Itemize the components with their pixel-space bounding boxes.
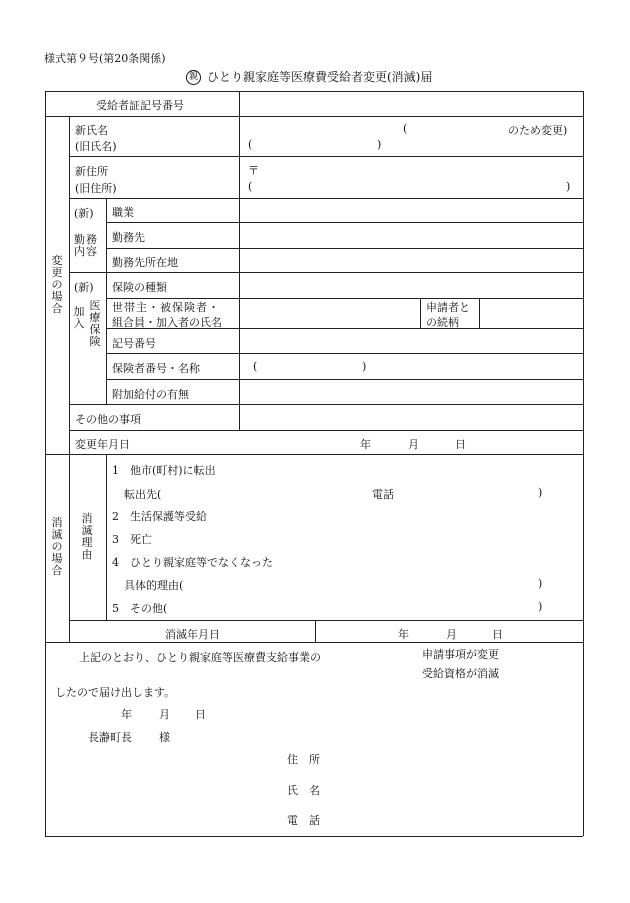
change-section-label: 変更の場合 bbox=[51, 254, 63, 315]
honorific: 様 bbox=[159, 731, 170, 744]
old-name-close: ) bbox=[377, 138, 382, 151]
extinction-date-label: 消滅年月日 bbox=[165, 628, 220, 641]
declaration-line2: したので届け出します。 bbox=[55, 686, 176, 699]
declaration-year: 年 bbox=[121, 708, 132, 721]
reason-1-phone: 電話 bbox=[372, 488, 394, 501]
applicant-address-label: 住 所 bbox=[287, 753, 320, 766]
reason-open-paren: ( bbox=[403, 122, 408, 135]
work-row-occupation: 職業 bbox=[112, 206, 134, 219]
seal-icon: 親 bbox=[186, 70, 201, 85]
old-name-label: (旧氏名) bbox=[75, 140, 117, 153]
insurance-new-marker: (新) bbox=[74, 281, 94, 294]
declaration-option-extinct: 受給資格が消滅 bbox=[422, 667, 499, 680]
reason-suffix: のため変更) bbox=[508, 124, 568, 137]
reason-5-close: ) bbox=[538, 600, 543, 613]
change-date-label: 変更年月日 bbox=[75, 438, 130, 451]
extinction-date-day: 日 bbox=[492, 628, 503, 641]
form-title-text: ひとり親家庭等医療費受給者変更(消滅)届 bbox=[207, 70, 433, 84]
reason-1-dest: 転出先( bbox=[124, 488, 162, 501]
change-date-month: 月 bbox=[408, 438, 419, 451]
applicant-phone-field[interactable] bbox=[335, 810, 575, 826]
work-row-location: 勤務先所在地 bbox=[112, 256, 178, 269]
insurer-label: 保険者番号・名称 bbox=[112, 362, 200, 375]
applicant-name-field[interactable] bbox=[335, 780, 575, 796]
symbol-number-label: 記号番号 bbox=[112, 337, 156, 350]
extinction-reason-label: 消滅理由 bbox=[81, 512, 93, 561]
extinction-date-year: 年 bbox=[398, 628, 409, 641]
old-address-close: ) bbox=[566, 180, 571, 193]
form-id: 様式第９号(第20条関係) bbox=[44, 52, 166, 65]
declaration-option-change: 申請事項が変更 bbox=[422, 648, 499, 661]
work-new-marker: (新) bbox=[74, 207, 94, 220]
declaration-day: 日 bbox=[195, 708, 206, 721]
applicant-address-field[interactable] bbox=[335, 749, 575, 765]
applicant-phone-label: 電 話 bbox=[287, 814, 320, 827]
new-name-field[interactable] bbox=[243, 120, 393, 134]
old-address-open: ( bbox=[248, 180, 253, 193]
reason-2: 2 生活保護等受給 bbox=[112, 510, 207, 523]
form-title bbox=[186, 68, 432, 85]
reason-4-detail: 具体的理由( bbox=[124, 579, 184, 592]
relation-label-1: 申請者と bbox=[426, 301, 470, 314]
reason-1-close: ) bbox=[538, 486, 543, 499]
cert-number-label: 受給者証記号番号 bbox=[96, 99, 184, 112]
addressee: 長瀞町長 bbox=[88, 731, 132, 744]
new-address-field[interactable] bbox=[262, 162, 572, 176]
change-date-year: 年 bbox=[360, 438, 371, 451]
additional-benefit-label: 附加給付の有無 bbox=[112, 388, 189, 401]
extinction-date-month: 月 bbox=[446, 628, 457, 641]
relation-label-2: の続柄 bbox=[426, 316, 459, 329]
other-matters-label: その他の事項 bbox=[75, 413, 141, 426]
reason-5: 5 その他( bbox=[112, 602, 168, 615]
change-date-day: 日 bbox=[455, 438, 466, 451]
applicant-name-label: 氏 名 bbox=[287, 784, 320, 797]
insurance-outer-label: 加入 bbox=[73, 305, 85, 330]
cert-number-field[interactable] bbox=[243, 95, 579, 113]
reason-4-close: ) bbox=[538, 577, 543, 590]
work-row-employer: 勤務先 bbox=[112, 231, 145, 244]
new-address-label: 新住所 bbox=[75, 165, 108, 178]
insurance-inner-label: 医療保険 bbox=[89, 299, 101, 348]
declaration-line1: 上記のとおり、ひとり親家庭等医療費支給事業の bbox=[79, 651, 321, 664]
insurance-type-label: 保険の種類 bbox=[112, 281, 167, 294]
holder-label-1: 世帯主・被保険者・ bbox=[112, 301, 220, 314]
old-name-open: ( bbox=[248, 138, 253, 151]
old-address-label: (旧住所) bbox=[75, 182, 117, 195]
reason-3: 3 死亡 bbox=[112, 533, 152, 546]
extinction-section-label: 消滅の場合 bbox=[51, 516, 63, 577]
insurer-open: ( bbox=[253, 360, 258, 373]
insurer-close: ) bbox=[362, 360, 367, 373]
work-group-label: 勤務内容 bbox=[74, 233, 98, 258]
holder-label-2: 組合員・加入者の氏名 bbox=[112, 316, 222, 329]
reason-1: 1 他市(町村)に転出 bbox=[112, 464, 216, 477]
reason-4: 4 ひとり親家庭等でなくなった bbox=[112, 556, 273, 569]
declaration-month: 月 bbox=[159, 708, 170, 721]
new-name-label: 新氏名 bbox=[75, 124, 108, 137]
postal-mark-icon: 〒 bbox=[248, 164, 259, 177]
